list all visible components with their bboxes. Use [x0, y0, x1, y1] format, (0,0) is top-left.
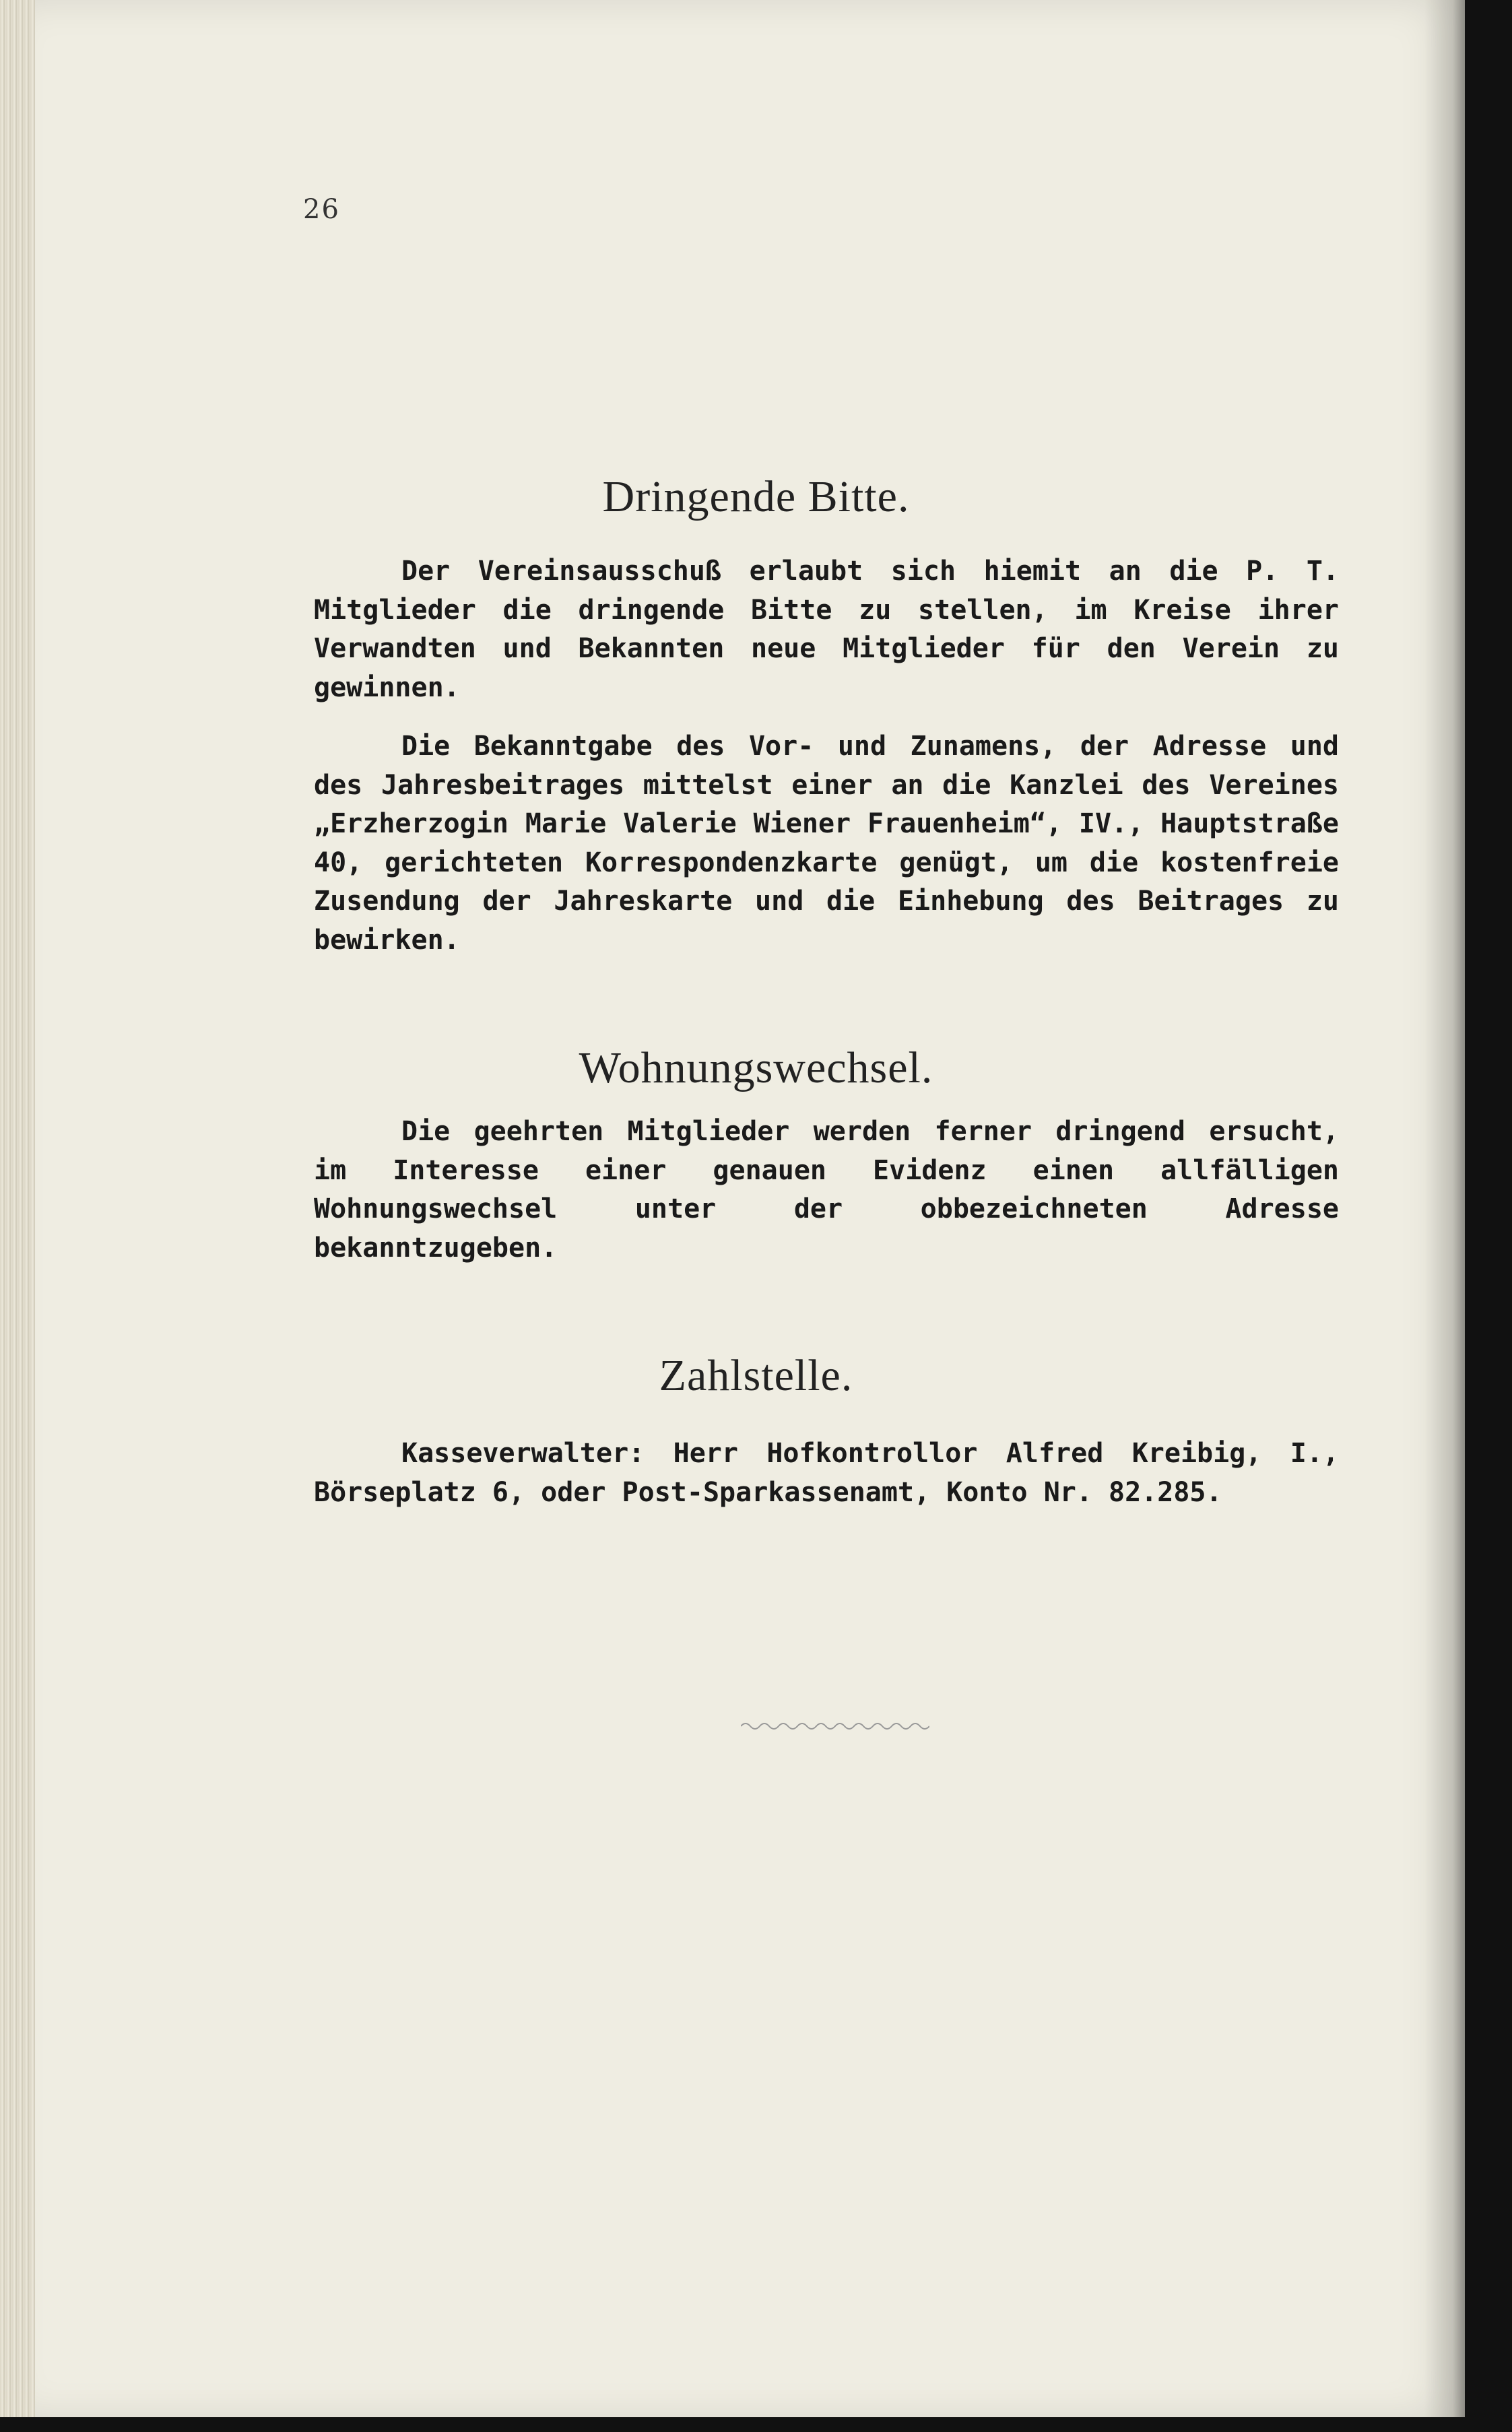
- paragraph: Der Vereinsausschuß erlaubt sich hiemit an die P. T. Mitglieder die dringende Bitte zu stellen, im Kreise ihrer Verwandten und Bekannten neue Mitglieder für den Verein zu gewinnen.: [314, 556, 1339, 703]
- page-stack-edge: [0, 0, 40, 2418]
- paragraph: Die Bekanntgabe des Vor- und Zunamens, der Adresse und des Jahresbeitrages mittelst einer an die Kanzlei des Vereines „Erzherzogin Marie Valerie Wiener Frauenheim“, IV., Hauptstraße 40, gerichteten Korrespondenzkarte genügt, um die kostenfreie Zusendung der Jahreskarte und die Einhebung des Beitrages zu bewirken.: [314, 731, 1339, 956]
- scanner-edge-right: [1465, 0, 1512, 2432]
- wave-ornament: [741, 1719, 929, 1733]
- wave-ornament-icon: [741, 1719, 929, 1733]
- paragraph: Die geehrten Mitglieder werden ferner dringend ersucht, im Interesse einer genauen Evidenz einen allfälligen Wohnungswechsel unter der obbezeichneten Adresse bekanntzugeben.: [314, 1116, 1339, 1263]
- paragraph: Kasseverwalter: Herr Hofkontrollor Alfred Kreibig, I., Börseplatz 6, oder Post-Sparkassenamt, Konto Nr. 82.285.: [314, 1438, 1339, 1508]
- scanner-edge-bottom: [0, 2417, 1512, 2432]
- section-heading-zahlstelle: Zahlstelle.: [659, 1351, 853, 1400]
- section-body-zahlstelle: [314, 1435, 1339, 1512]
- binding-shadow: [1424, 0, 1465, 2418]
- section-body-dringende-bitte: [314, 552, 1339, 960]
- section-body-wohnungswechsel: [314, 1113, 1339, 1268]
- section-heading-wohnungswechsel: Wohnungswechsel.: [579, 1043, 933, 1092]
- page-number: 26: [303, 194, 340, 225]
- section-heading-dringende-bitte: Dringende Bitte.: [602, 472, 910, 521]
